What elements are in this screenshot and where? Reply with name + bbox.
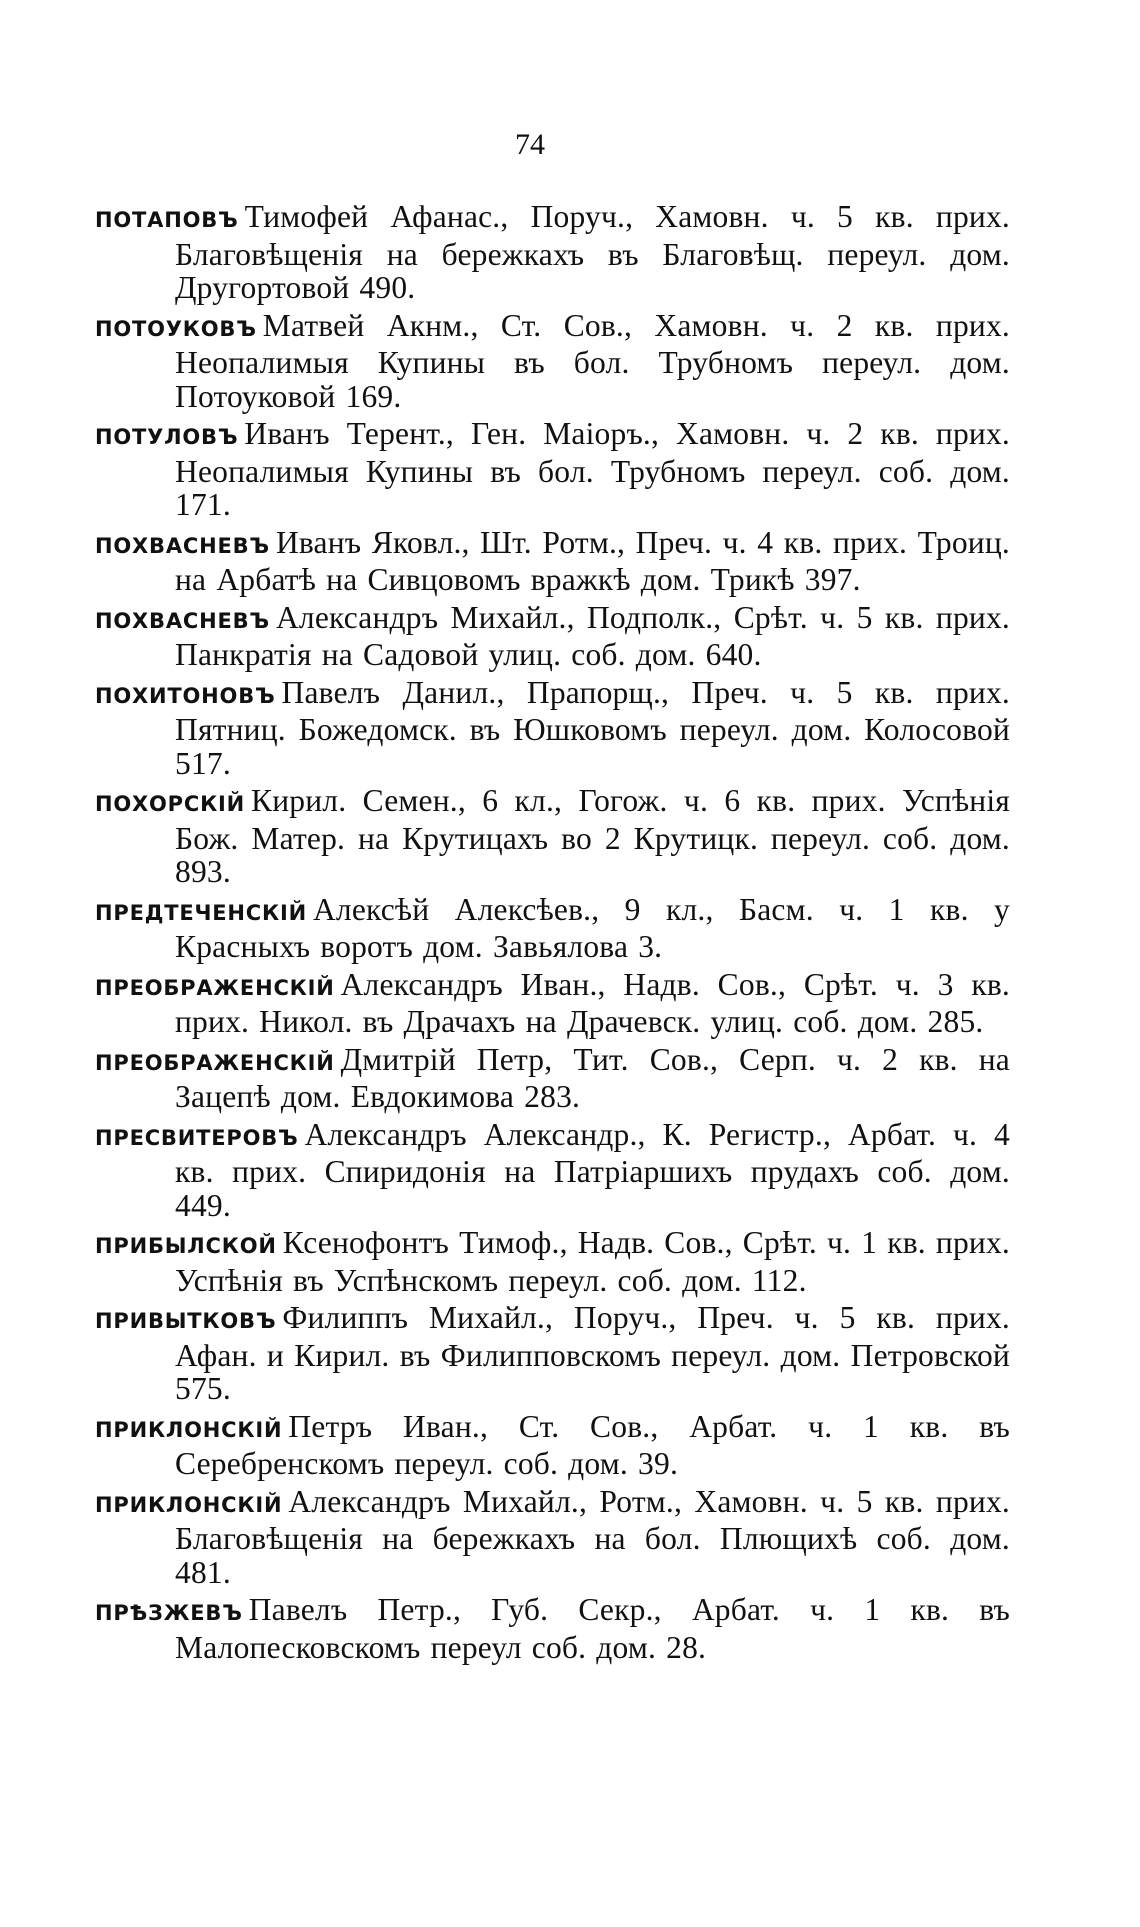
entry-surname: ПОХОРСКІЙ bbox=[95, 792, 246, 816]
entry-text: Ксенофонтъ Тимоф., Надв. Сов., Срѣт. ч. 1 кв. прих. Успѣнія въ Успѣнскомъ переул. соб. дом. 112. bbox=[175, 1225, 1011, 1298]
directory-entry bbox=[95, 968, 1010, 1039]
directory-entry bbox=[95, 1301, 1010, 1406]
entry-surname: ПОТОУКОВЪ bbox=[95, 316, 257, 341]
entry-surname: ПРИБЫЛСКОЙ bbox=[95, 1234, 277, 1258]
entry-text: Кирил. Семен., 6 кл., Гогож. ч. 6 кв. прих. Успѣнія Бож. Матер. на Крутицахъ во 2 Крутицк. переул. соб. дом. 893. bbox=[175, 783, 1010, 889]
entry-surname: ПОТАПОВЪ bbox=[95, 208, 239, 232]
entry-surname: ПРЕОБРАЖЕНСКІЙ bbox=[95, 1050, 335, 1075]
directory-entry bbox=[95, 784, 1010, 889]
directory-entry bbox=[95, 1226, 1010, 1297]
entry-text: Иванъ Яковл., Шт. Ротм., Преч. ч. 4 кв. прих. Троиц. на Арбатѣ на Сивцовомъ вражкѣ дом. Трикѣ 397. bbox=[175, 524, 1010, 597]
directory-entry bbox=[95, 526, 1010, 597]
entry-text: Матвей Акнм., Ст. Сов., Хамовн. ч. 2 кв. прих. Неопалимыя Купины въ бол. Трубномъ переул. дом. Потоуковой 169. bbox=[175, 307, 1010, 414]
entry-text: Алексѣй Алексѣев., 9 кл., Басм. ч. 1 кв. у Красныхъ воротъ дом. Завьялова 3. bbox=[175, 891, 1010, 964]
directory-entries bbox=[95, 200, 1010, 1668]
page-number: 74 bbox=[515, 128, 545, 161]
directory-entry bbox=[95, 1118, 1010, 1223]
entry-surname: ПОХИТОНОВЪ bbox=[95, 683, 276, 708]
directory-entry bbox=[95, 1043, 1010, 1114]
entry-text: Филиппъ Михайл., Поруч., Преч. ч. 5 кв. прих. Афан. и Кирил. въ Филипповскомъ переул. дом. Петровской 575. bbox=[175, 1300, 1010, 1406]
entry-text: Александръ Иван., Надв. Сов., Срѣт. ч. 3 кв. прих. Никол. въ Драчахъ на Драчевск. улиц. соб. дом. 285. bbox=[175, 966, 1010, 1039]
directory-entry bbox=[95, 1485, 1010, 1590]
directory-entry bbox=[95, 200, 1010, 305]
directory-entry bbox=[95, 676, 1010, 781]
entry-surname: ПРЕСВИТЕРОВЪ bbox=[95, 1125, 299, 1150]
entry-text: Павелъ Петр., Губ. Секр., Арбат. ч. 1 кв. въ Малопесковскомъ переул соб. дом. 28. bbox=[175, 1592, 1010, 1665]
entry-text: Александръ Михайл., Ротм., Хамовн. ч. 5 кв. прих. Благовѣщенія на бережкахъ на бол. Плющихѣ соб. дом. 481. bbox=[175, 1483, 1010, 1590]
entry-surname: ПОТУЛОВЪ bbox=[95, 425, 239, 449]
directory-entry bbox=[95, 1593, 1010, 1664]
entry-surname: ПРЕОБРАЖЕНСКІЙ bbox=[95, 975, 335, 1000]
directory-entry bbox=[95, 417, 1010, 522]
entry-surname: ПРЕДТЕЧЕНСКІЙ bbox=[95, 900, 307, 925]
entry-surname: ПОХВАСНЕВЪ bbox=[95, 533, 270, 558]
entry-surname: ПРИКЛОНСКІЙ bbox=[95, 1492, 283, 1517]
entry-text: Дмитрій Петр, Тит. Сов., Серп. ч. 2 кв. на Зацепѣ дом. Евдокимова 283. bbox=[175, 1041, 1010, 1114]
entry-text: Александръ Михайл., Подполк., Срѣт. ч. 5 кв. прих. Панкратія на Садовой улиц. соб. дом. 640. bbox=[175, 599, 1010, 672]
entry-text: Павелъ Данил., Прапорщ., Преч. ч. 5 кв. прих. Пятниц. Божедомск. въ Юшковомъ переул. дом. Колосовой 517. bbox=[175, 674, 1010, 781]
directory-entry bbox=[95, 601, 1010, 672]
entry-surname: ПОХВАСНЕВЪ bbox=[95, 608, 270, 633]
directory-entry bbox=[95, 893, 1010, 964]
entry-surname: ПРѢЗЖЕВЪ bbox=[95, 1601, 243, 1625]
entry-surname: ПРИКЛОНСКІЙ bbox=[95, 1417, 283, 1442]
entry-text: Петръ Иван., Ст. Сов., Арбат. ч. 1 кв. въ Серебренскомъ переул. соб. дом. 39. bbox=[175, 1408, 1010, 1481]
directory-entry bbox=[95, 309, 1010, 414]
entry-text: Иванъ Терент., Ген. Маіоръ., Хамовн. ч. 2 кв. прих. Неопалимыя Купины въ бол. Трубномъ переул. соб. дом. 171. bbox=[175, 416, 1010, 522]
directory-entry bbox=[95, 1410, 1010, 1481]
entry-text: Тимофей Афанас., Поруч., Хамовн. ч. 5 кв. прих. Благовѣщенія на бережкахъ въ Благовѣщ. переул. дом. Другортовой 490. bbox=[175, 199, 1010, 305]
entry-text: Александръ Александр., К. Регистр., Арбат. ч. 4 кв. прих. Спиридонія на Патріаршихъ прудахъ соб. дом. 449. bbox=[175, 1116, 1010, 1223]
entry-surname: ПРИВЫТКОВЪ bbox=[95, 1309, 277, 1333]
